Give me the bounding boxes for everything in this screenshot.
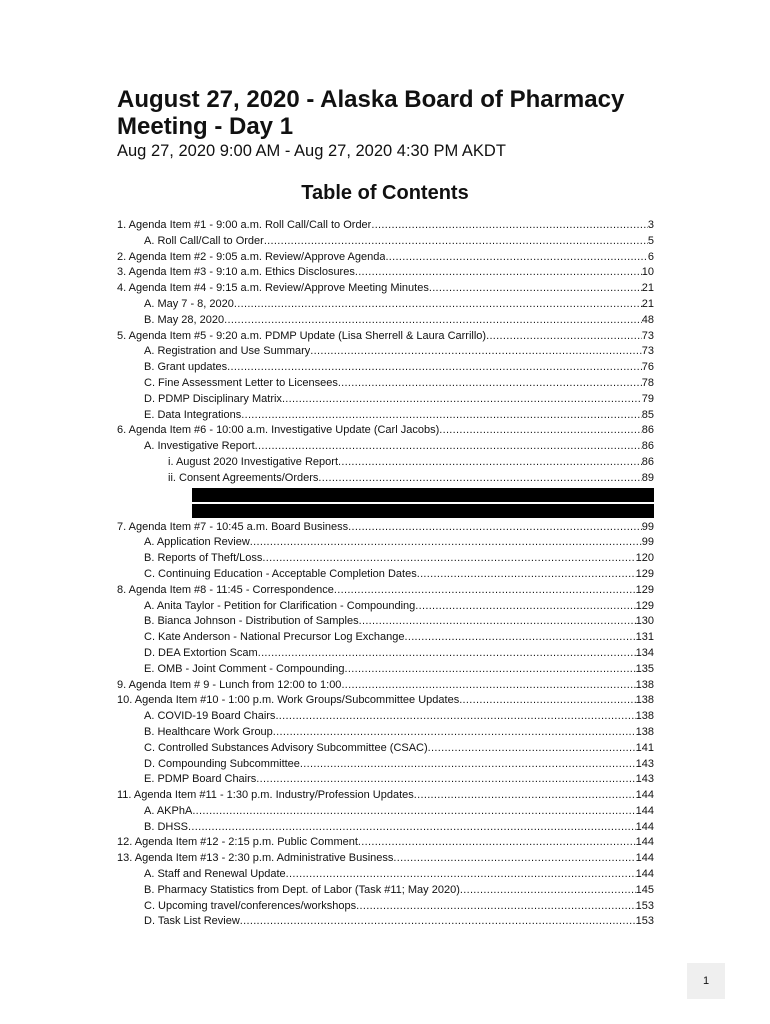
toc-leader-dots <box>234 297 642 313</box>
toc-entry[interactable] <box>117 583 654 599</box>
toc-leader-dots <box>338 376 642 392</box>
toc-leader-dots <box>348 520 642 536</box>
toc-entry[interactable] <box>117 234 654 250</box>
toc-entry[interactable] <box>117 725 654 741</box>
toc-leader-dots <box>224 313 642 329</box>
toc-entry[interactable] <box>117 423 654 439</box>
toc-entry-label: ii. Consent Agreements/Orders <box>168 471 319 484</box>
toc-entry-label: B. Bianca Johnson - Distribution of Samples <box>144 615 359 628</box>
toc-entry-label: A. Roll Call/Call to Order <box>144 234 264 247</box>
toc-entry-label: 12. Agenda Item #12 - 2:15 p.m. Public Comment <box>117 836 358 849</box>
toc-entry-page: 138 <box>635 678 654 691</box>
toc-entry-page: 141 <box>635 741 654 754</box>
toc-entry[interactable] <box>117 599 654 615</box>
toc-entry[interactable] <box>117 297 654 313</box>
toc-entry-page: 144 <box>635 868 654 881</box>
toc-entry[interactable] <box>117 899 654 915</box>
toc-entry-page: 144 <box>635 820 654 833</box>
toc-entry[interactable] <box>117 867 654 883</box>
toc-entry-page: 130 <box>635 615 654 628</box>
toc-entry-page: 144 <box>635 852 654 865</box>
toc-entry-label: 5. Agenda Item #5 - 9:20 a.m. PDMP Update (Lisa Sherrell & Laura Carrillo) <box>117 329 487 342</box>
toc-entry-page: 85 <box>641 408 654 421</box>
table-of-contents <box>117 218 654 930</box>
toc-entry-label: A. Anita Taylor - Petition for Clarification - Compounding <box>144 599 416 612</box>
toc-leader-dots <box>356 899 635 915</box>
toc-leader-dots <box>404 630 635 646</box>
toc-entry-label: B. Pharmacy Statistics from Dept. of Labor (Task #11; May 2020) <box>144 883 460 896</box>
toc-leader-dots <box>282 392 642 408</box>
toc-entry-label: E. OMB - Joint Comment - Compounding <box>144 662 345 675</box>
toc-entry[interactable] <box>117 392 654 408</box>
toc-entry[interactable] <box>117 804 654 820</box>
toc-leader-dots <box>300 757 636 773</box>
toc-entry-page: 153 <box>635 899 654 912</box>
toc-leader-dots <box>486 329 642 345</box>
toc-entry-page: 79 <box>641 392 654 405</box>
toc-entry-page: 143 <box>635 757 654 770</box>
toc-leader-dots <box>359 614 636 630</box>
toc-entry-label: B. Reports of Theft/Loss <box>144 552 263 565</box>
toc-leader-dots <box>256 772 635 788</box>
toc-entry-label: 7. Agenda Item #7 - 10:45 a.m. Board Business <box>117 520 349 533</box>
toc-entry-label: 9. Agenda Item # 9 - Lunch from 12:00 to 1:00 <box>117 678 342 691</box>
toc-entry-page: 10 <box>641 266 654 279</box>
toc-entry-label: E. PDMP Board Chairs <box>144 773 257 786</box>
toc-entry-label: 3. Agenda Item #3 - 9:10 a.m. Ethics Disclosures <box>117 266 355 279</box>
toc-entry[interactable] <box>117 376 654 392</box>
toc-heading: Table of Contents <box>301 182 469 204</box>
toc-leader-dots <box>240 914 636 930</box>
toc-entry-page: 144 <box>635 836 654 849</box>
toc-entry[interactable] <box>117 788 654 804</box>
page-number: 1 <box>702 975 710 987</box>
toc-entry-label: A. Staff and Renewal Update <box>144 868 286 881</box>
toc-entry-label: 10. Agenda Item #10 - 1:00 p.m. Work Groups/Subcommittee Updates <box>117 694 460 707</box>
toc-entry-label: D. DEA Extortion Scam <box>144 646 258 659</box>
toc-entry-page: 138 <box>635 725 654 738</box>
toc-entry-page: 134 <box>635 646 654 659</box>
toc-entry[interactable] <box>117 520 654 536</box>
toc-leader-dots <box>345 662 636 678</box>
toc-leader-dots <box>310 344 641 360</box>
toc-entry[interactable] <box>117 281 654 297</box>
toc-leader-dots <box>385 250 647 266</box>
toc-entry[interactable] <box>117 630 654 646</box>
toc-entry-label: A. COVID-19 Board Chairs <box>144 710 276 723</box>
toc-entry[interactable] <box>117 820 654 836</box>
toc-leader-dots <box>275 709 635 725</box>
toc-entry-label: B. DHSS <box>144 820 189 833</box>
toc-entry[interactable] <box>117 851 654 867</box>
toc-entry-label: E. Data Integrations <box>144 408 242 421</box>
toc-entry-label: A. AKPhA <box>144 804 193 817</box>
toc-entry[interactable] <box>117 835 654 851</box>
toc-entry-label: 6. Agenda Item #6 - 10:00 a.m. Investigative Update (Carl Jacobs) <box>117 424 440 437</box>
toc-entry[interactable] <box>117 313 654 329</box>
toc-leader-dots <box>414 788 636 804</box>
toc-entry-page: 145 <box>635 883 654 896</box>
redacted-entry <box>192 504 654 518</box>
toc-entry-label: 2. Agenda Item #2 - 9:05 a.m. Review/Approve Agenda <box>117 250 386 263</box>
toc-entry-page: 86 <box>641 440 654 453</box>
toc-entry-page: 21 <box>641 282 654 295</box>
toc-leader-dots <box>334 583 636 599</box>
toc-entry[interactable] <box>117 360 654 376</box>
redacted-entry <box>192 488 654 502</box>
toc-leader-dots <box>286 867 636 883</box>
toc-entry-label: A. Registration and Use Summary <box>144 345 311 358</box>
toc-entry-label: A. Application Review <box>144 536 250 549</box>
toc-entry[interactable] <box>117 250 654 266</box>
toc-leader-dots <box>273 725 636 741</box>
toc-entry-page: 76 <box>641 361 654 374</box>
toc-entry[interactable] <box>117 741 654 757</box>
toc-entry-label: 1. Agenda Item #1 - 9:00 a.m. Roll Call/Call to Order <box>117 219 372 231</box>
toc-entry[interactable] <box>117 693 654 709</box>
toc-entry-label: 4. Agenda Item #4 - 9:15 a.m. Review/Approve Meeting Minutes <box>117 282 429 295</box>
toc-entry-page: 138 <box>635 694 654 707</box>
toc-entry-page: 131 <box>635 631 654 644</box>
toc-entry[interactable] <box>117 614 654 630</box>
toc-entry[interactable] <box>117 772 654 788</box>
toc-entry-page: 21 <box>641 297 654 310</box>
toc-entry[interactable] <box>117 455 654 471</box>
toc-entry-label: C. Upcoming travel/conferences/workshops <box>144 899 357 912</box>
toc-entry-label: D. Compounding Subcommittee <box>144 757 300 770</box>
toc-leader-dots <box>415 599 635 615</box>
toc-entry-label: C. Fine Assessment Letter to Licensees <box>144 376 338 389</box>
toc-entry[interactable] <box>117 678 654 694</box>
toc-entry-label: B. May 28, 2020 <box>144 313 225 326</box>
toc-entry-page: 120 <box>635 552 654 565</box>
toc-entry-page: 73 <box>641 329 654 342</box>
toc-entry-label: A. May 7 - 8, 2020 <box>144 297 234 310</box>
toc-entry-label: 13. Agenda Item #13 - 2:30 p.m. Administrative Business <box>117 852 394 865</box>
toc-entry[interactable] <box>117 265 654 281</box>
toc-leader-dots <box>227 360 642 376</box>
toc-leader-dots <box>429 281 642 297</box>
toc-leader-dots <box>460 883 636 899</box>
toc-entry-page: 99 <box>641 536 654 549</box>
toc-entry-label: i. August 2020 Investigative Report <box>168 455 338 468</box>
toc-leader-dots <box>459 693 635 709</box>
toc-entry[interactable] <box>117 757 654 773</box>
toc-entry-label: C. Controlled Substances Advisory Subcommittee (CSAC) <box>144 741 428 754</box>
toc-entry-label: D. PDMP Disciplinary Matrix <box>144 392 282 405</box>
toc-entry-page: 153 <box>635 915 654 928</box>
toc-leader-dots <box>258 646 636 662</box>
toc-entry[interactable] <box>117 218 654 234</box>
toc-entry-label: B. Grant updates <box>144 361 228 374</box>
toc-entry-label: D. Task List Review <box>144 915 240 928</box>
toc-entry[interactable] <box>117 471 654 487</box>
toc-entry-label: B. Healthcare Work Group <box>144 725 273 738</box>
toc-entry-page: 99 <box>641 520 654 533</box>
toc-leader-dots <box>355 265 642 281</box>
toc-entry[interactable] <box>117 535 654 551</box>
toc-entry-label: C. Continuing Education - Acceptable Completion Dates <box>144 567 417 580</box>
toc-entry-page: 89 <box>641 471 654 484</box>
toc-entry-page: 138 <box>635 710 654 723</box>
toc-entry-page: 78 <box>641 376 654 389</box>
toc-entry[interactable] <box>117 914 654 930</box>
toc-entry[interactable] <box>117 439 654 455</box>
toc-entry[interactable] <box>117 709 654 725</box>
toc-entry[interactable] <box>117 344 654 360</box>
toc-leader-dots <box>338 455 642 471</box>
toc-leader-dots <box>358 835 636 851</box>
page-number-badge <box>687 963 725 999</box>
toc-entry[interactable] <box>117 408 654 424</box>
toc-entry-page: 129 <box>635 583 654 596</box>
toc-leader-dots <box>250 535 642 551</box>
toc-entry-page: 144 <box>635 804 654 817</box>
toc-entry-label: 11. Agenda Item #11 - 1:30 p.m. Industry/Profession Updates <box>117 789 414 802</box>
toc-leader-dots <box>192 804 635 820</box>
toc-entry-page: 6 <box>647 250 654 263</box>
toc-entry-page: 129 <box>635 599 654 612</box>
toc-entry[interactable] <box>117 883 654 899</box>
toc-leader-dots <box>371 218 648 234</box>
toc-leader-dots <box>439 423 642 439</box>
toc-entry-page: 135 <box>635 662 654 675</box>
toc-entry-label: C. Kate Anderson - National Precursor Log Exchange <box>144 631 405 644</box>
toc-leader-dots <box>417 567 636 583</box>
toc-leader-dots <box>318 471 641 487</box>
toc-leader-dots <box>255 439 642 455</box>
toc-leader-dots <box>341 678 635 694</box>
toc-leader-dots <box>241 408 642 424</box>
toc-leader-dots <box>188 820 636 836</box>
toc-entry-page: 86 <box>641 424 654 437</box>
toc-entry[interactable] <box>117 567 654 583</box>
toc-entry[interactable] <box>117 551 654 567</box>
toc-leader-dots <box>428 741 636 757</box>
toc-entry-page: 3 <box>647 219 654 231</box>
toc-entry-label: 8. Agenda Item #8 - 11:45 - Correspondence <box>117 583 334 596</box>
document-title: August 27, 2020 - Alaska Board of Pharmacy Meeting - Day 1 <box>117 86 625 140</box>
toc-entry-label: A. Investigative Report <box>144 440 255 453</box>
toc-entry-page: 129 <box>635 567 654 580</box>
toc-entry[interactable] <box>117 646 654 662</box>
toc-leader-dots <box>264 234 648 250</box>
toc-entry-page: 143 <box>635 773 654 786</box>
toc-entry-page: 86 <box>641 455 654 468</box>
toc-leader-dots <box>393 851 635 867</box>
toc-entry[interactable] <box>117 662 654 678</box>
toc-entry-page: 5 <box>647 234 654 247</box>
toc-leader-dots <box>262 551 635 567</box>
meeting-datetime: Aug 27, 2020 9:00 AM - Aug 27, 2020 4:30 PM AKDT <box>117 142 506 160</box>
toc-entry[interactable] <box>117 329 654 345</box>
toc-entry-page: 144 <box>635 789 654 802</box>
toc-entry-page: 48 <box>641 313 654 326</box>
toc-entry-page: 73 <box>641 345 654 358</box>
